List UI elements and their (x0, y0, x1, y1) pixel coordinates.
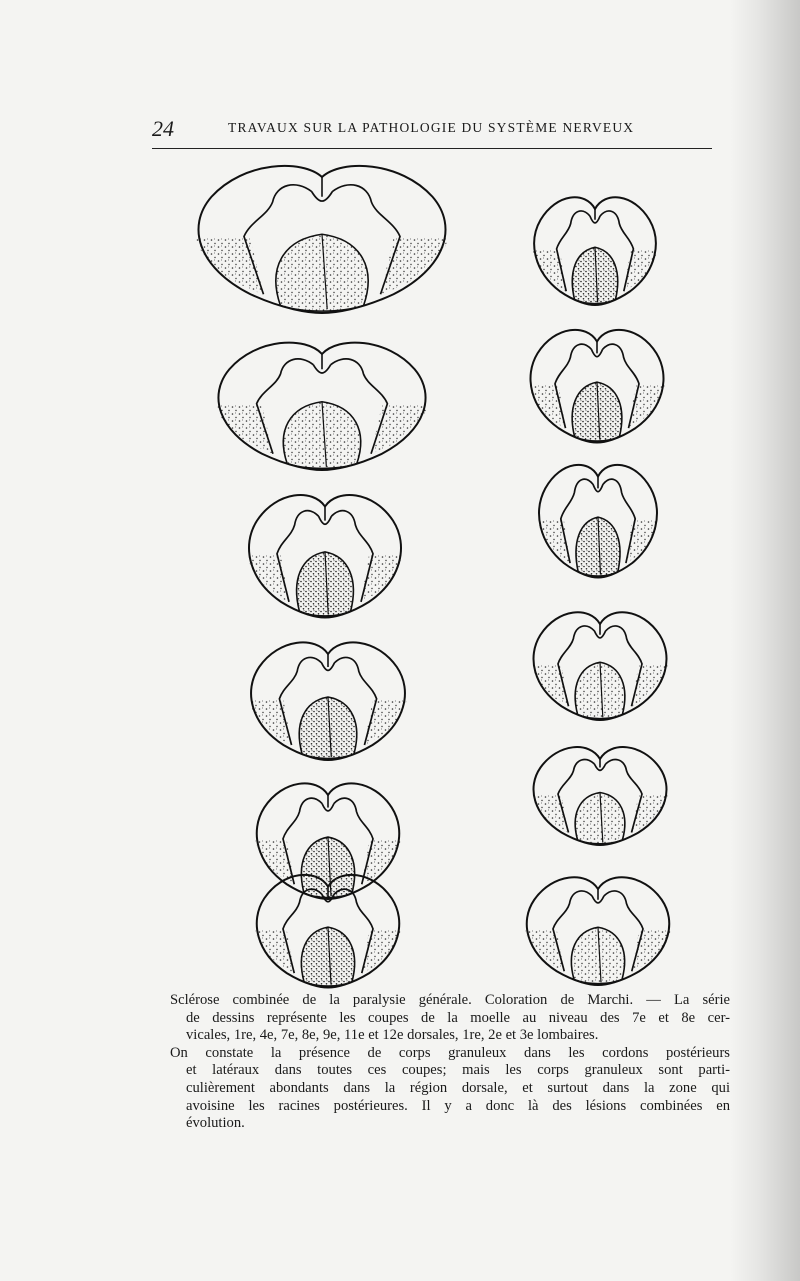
page-edge-shadow (730, 0, 800, 1281)
posterior-column (283, 402, 360, 469)
cord-section-8e-cervicale (216, 343, 427, 470)
cord-section-1re-lombaire (532, 612, 668, 720)
cord-section-7e-dorsale (255, 783, 401, 899)
caption-line: de dessins représente les coupes de la moelle au niveau des 7e et 8e cer- (186, 1009, 730, 1026)
page-number: 24 (152, 116, 174, 141)
caption-line: évolution. (186, 1115, 245, 1132)
header-rule (152, 148, 712, 149)
caption-line: culièrement abondants dans la région dorsale, et surtout dans la zone qui (186, 1079, 730, 1096)
cord-section-3e-lombaire (525, 877, 671, 985)
cord-section-4e-dorsale (249, 642, 406, 760)
cord-section-8e-dorsale (255, 875, 401, 988)
cord-section-11e-dorsale (529, 330, 665, 443)
caption-line: On constate la présence de corps granuleux dans les cordons postérieurs (170, 1044, 730, 1061)
cord-section-9e-dorsale (533, 197, 657, 305)
caption-line: Sclérose combinée de la paralysie générale. Coloration de Marchi. — La série (170, 992, 730, 1008)
caption-line: avoisine les racines postérieures. Il y a donc là des lésions combinées en (186, 1097, 730, 1114)
spinal-cord-sections-drawing (150, 160, 710, 990)
running-head (152, 114, 712, 144)
cord-section-12e-dorsale (538, 465, 658, 578)
spinal-cord-sections-figure (150, 160, 710, 990)
running-title: TRAVAUX SUR LA PATHOLOGIE DU SYSTÈME NERVEUX (228, 120, 635, 135)
posterior-column (276, 234, 368, 311)
caption-line: et latéraux dans toutes ces coupes; mais les corps granuleux sont parti- (186, 1062, 730, 1079)
figure-caption (170, 992, 730, 1133)
caption-line: vicales, 1re, 4e, 7e, 8e, 9e, 11e et 12e dorsales, 1re, 2e et 3e lombaires. (186, 1027, 599, 1044)
cord-section-2e-lombaire (532, 747, 668, 845)
cord-section-7e-cervicale (196, 166, 448, 313)
cord-section-1re-dorsale (247, 495, 402, 617)
